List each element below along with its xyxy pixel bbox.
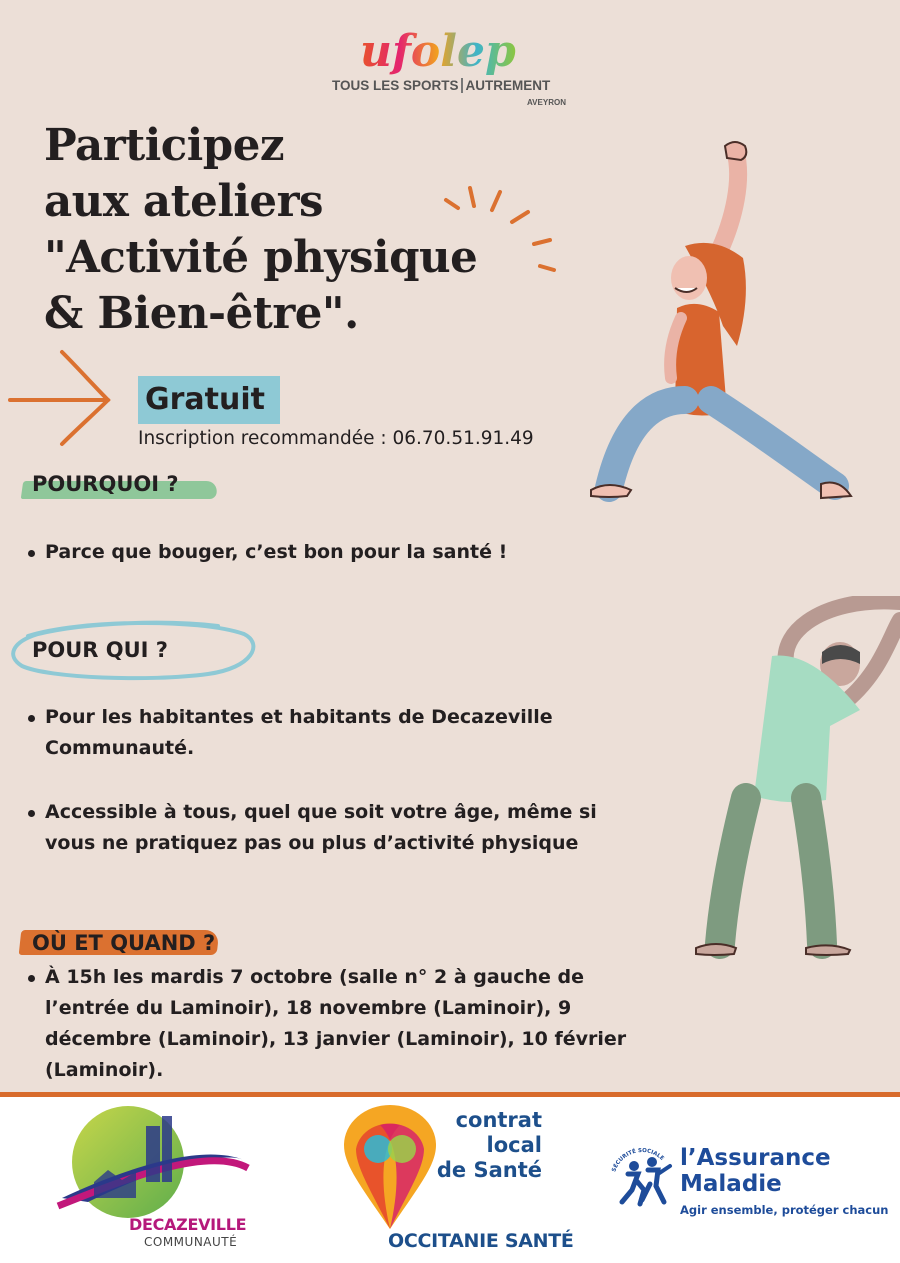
assurance-maladie-name-1: l’Assurance [680, 1145, 831, 1171]
sparkle-burst-icon [440, 186, 560, 282]
when-heading: OÙ ET QUAND ? [32, 931, 216, 955]
title-line-1: Participez [44, 120, 285, 171]
ufolep-tagline: TOUS LES SPORTS AUTREMENT [332, 78, 551, 93]
arrow-right-icon [8, 348, 118, 448]
svg-text:ufolep: ufolep [360, 26, 516, 76]
occitanie-sante: OCCITANIE SANTÉ [388, 1230, 574, 1252]
why-heading: POURQUOI ? [32, 472, 179, 496]
who-heading: POUR QUI ? [32, 638, 168, 662]
man-stretch-illustration [690, 596, 900, 960]
title-line-2: aux ateliers [44, 176, 323, 227]
title-line-4: & Bien-être". [44, 288, 359, 339]
gratuit-label: Gratuit [145, 382, 265, 417]
why-list [0, 537, 700, 568]
list-item: À 15h les mardis 7 octobre (salle n° 2 à gauche de l’entrée du Laminoir), 18 novembre (Laminoir), 9 décembre (Laminoir), 13 janvier (Laminoir), 10 février (Laminoir). [0, 962, 700, 1086]
who-list [0, 702, 700, 764]
cls-line-2: local [486, 1133, 542, 1157]
woman-lunge-illustration [585, 138, 860, 508]
decazeville-logo [48, 1102, 258, 1220]
list-item: Parce que bouger, c’est bon pour la santé ! [0, 537, 700, 568]
decazeville-sub: COMMUNAUTÉ [144, 1235, 238, 1249]
list-item: Pour les habitantes et habitants de Decazeville Communauté. [0, 702, 700, 764]
svg-text:SÉCURITÉ SOCIALE: SÉCURITÉ SOCIALE [611, 1147, 665, 1173]
title-line-3: "Activité physique [44, 232, 478, 283]
list-item: Accessible à tous, quel que soit votre âge, même si vous ne pratiquez pas ou plus d’activité physique [0, 797, 700, 859]
inscription-info: Inscription recommandée : 06.70.51.91.49 [138, 428, 534, 449]
cls-line-1: contrat [455, 1108, 542, 1132]
cls-line-3: de Santé [436, 1158, 542, 1182]
assurance-maladie-logo [606, 1140, 678, 1208]
who-list-2 [0, 797, 700, 859]
assurance-maladie-slogan: Agir ensemble, protéger chacun [680, 1203, 889, 1217]
when-list [0, 962, 700, 1086]
assurance-maladie-name-2: Maladie [680, 1171, 782, 1197]
ufolep-region: AVEYRON [527, 98, 566, 107]
decazeville-name: DECAZEVILLE [129, 1215, 247, 1234]
ufolep-logo [352, 24, 522, 76]
